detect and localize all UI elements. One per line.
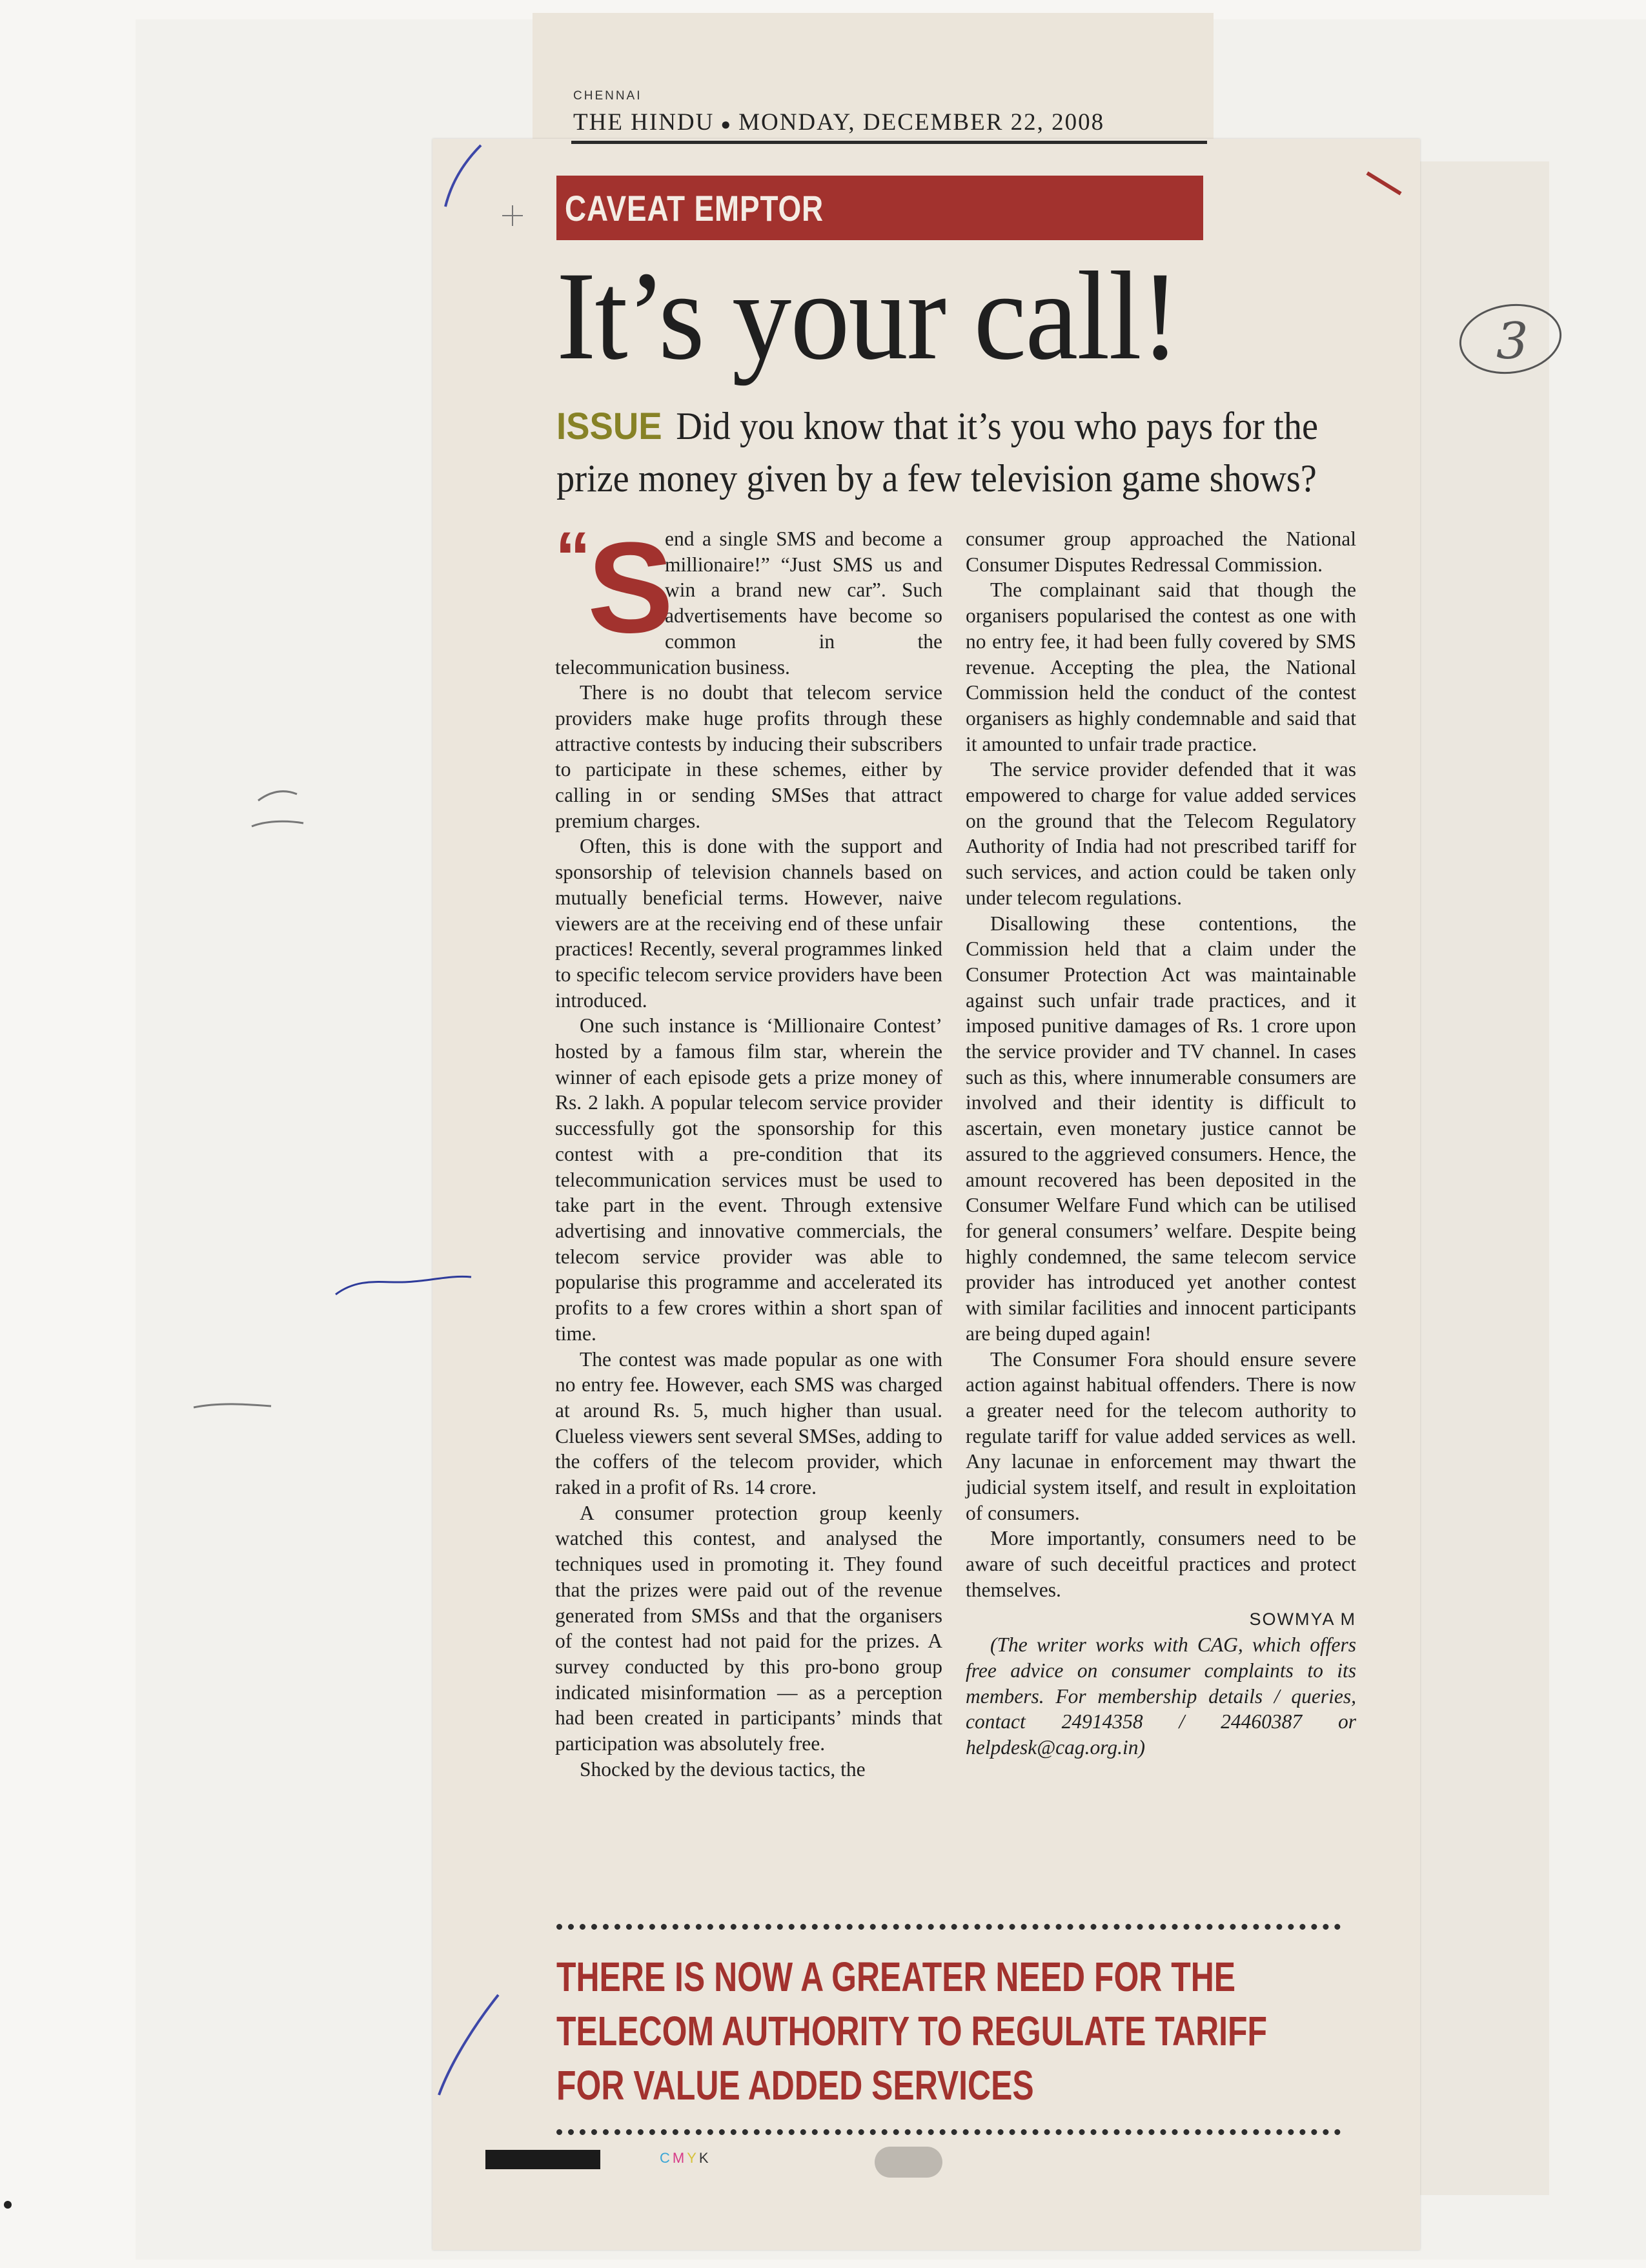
paragraph: One such instance is ‘Millionaire Contest’ hosted by a famous film star, wherein the winner of each episode gets a prize money of Rs. 2 lakh. A popular telecom service provider successfully got the sponsorship for this contest with a pre-condition that its telecommunication services must be used to take part in the event. Through extensive advertising and innovative commercials, the telecom service provider was able to popularise this programme and accelerated its profits to a few crores within a short span of time.	[555, 1014, 942, 1345]
headline: It’s your call!	[556, 246, 1179, 386]
pullquote-line: TELECOM AUTHORITY TO REGULATE TARIFF	[556, 2008, 1267, 2054]
author-note: (The writer works with CAG, which offers free advice on consumer complaints to its members. For membership details / queries, contact 24914358 / 24460387 or helpdesk@cag.org.in)	[966, 1633, 1356, 1759]
pullquote-line: FOR VALUE ADDED SERVICES	[556, 2062, 1034, 2109]
red-mark-icon	[1367, 173, 1401, 194]
deck-text: Did you know that it’s you who pays for the prize money given by a few television game shows?	[556, 405, 1318, 500]
section-label: CAVEAT EMPTOR	[565, 188, 824, 229]
pencil-mark-icon	[252, 792, 303, 826]
circled-number: 3	[1496, 312, 1529, 371]
paragraph: The complainant said that though the organisers popularised the contest as one with no entry fee, it had been fully covered by SMS revenue. Accepting the plea, the National Commission held the conduct of the contest organisers as highly condemnable and said that it amounted to unfair trade practice.	[966, 578, 1356, 755]
paragraph: A consumer protection group keenly watched this contest, and analysed the techniques used in promoting it. They found that the prizes were paid out of the revenue generated from SMSs and that the organisers of the contest had not paid for the prizes. A survey conducted by this pro-bono group indicated misinformation — as a perception had been created in participants’ minds that participation was absolutely free.	[555, 1501, 942, 1755]
paragraph: The contest was made popular as one with no entry fee. However, each SMS was charged at around Rs. 5, much higher than usual. Clueless viewers sent several SMSes, adding to the coffers of the telecom provider, which raked in a profit of Rs. 14 crore.	[555, 1347, 942, 1499]
cmyk-m: M	[672, 2150, 687, 2166]
paper-name: THE HINDU	[573, 109, 715, 136]
pencil-mark-icon	[194, 1404, 271, 1407]
masthead-separator: ●	[720, 114, 733, 134]
cmyk-y: Y	[687, 2150, 699, 2166]
paragraph-continuation: consumer group approached the National Consumer Disputes Redressal Commission.	[966, 527, 1356, 576]
paragraph: There is no doubt that telecom service providers make huge profits through these attractive contests by inducing their subscribers to participate in these schemes, either by calling in or sending SMSes that attract premium charges.	[555, 681, 942, 832]
cmyk-k: K	[698, 2150, 711, 2166]
pen-stroke-icon	[439, 1995, 498, 2095]
dropcap-letter: S	[587, 516, 674, 660]
edition-city: CHENNAI	[573, 89, 642, 103]
cmyk-c: C	[660, 2150, 673, 2166]
deck-tag: ISSUE	[556, 405, 662, 447]
lead-paragraph: end a single SMS and become a millionaire!” “Just SMS us and win a brand new car”. Such advertisements have become so common in the telecommunication business.	[555, 527, 942, 679]
pullquote-line: THERE IS NOW A GREATER NEED FOR THE	[556, 1954, 1236, 2000]
paragraph: The Consumer Fora should ensure severe action against habitual offenders. There is now a greater need for the telecom authority to regulate tariff for value added services as well. Any lacunae in enforcement may thwart the judicial system itself, and result in exploitation of consumers.	[966, 1347, 1356, 1524]
dropcap-quote: “	[555, 518, 591, 597]
pen-stroke-icon	[336, 1276, 471, 1294]
byline: SOWMYA M	[1249, 1609, 1356, 1629]
dot-mark-icon	[4, 2201, 12, 2209]
paragraph: Shocked by the devious tactics, the	[580, 1757, 866, 1781]
pen-stroke-icon	[445, 145, 481, 207]
issue-date: MONDAY, DECEMBER 22, 2008	[738, 109, 1105, 136]
paragraph: More importantly, consumers need to be aware of such deceitful practices and protect themselves.	[966, 1527, 1356, 1601]
paragraph: Disallowing these contentions, the Commission held that a claim under the Consumer Protection Act was maintainable against such unfair trade practices, and it imposed punitive damages of Rs. 1 crore upon the service provider and TV channel. In cases such as this, where innumerable consumers are involved and their identity is difficult to ascertain, even monetary justice cannot be assured to the aggrieved consumers. Hence, the amount recovered has been deposited in the Consumer Welfare Fund which can be utilised for general consumers’ welfare. Despite being highly condemned, the same telecom service provider has introduced yet another contest with similar facilities and innocent participants are being duped again!	[966, 912, 1356, 1345]
paragraph: The service provider defended that it was empowered to charge for value added services on the ground that the Telecom Regulatory Authority of India had not prescribed tariff for such services, and action could be taken only under telecom regulations.	[966, 758, 1356, 909]
paragraph: Often, this is done with the support and sponsorship of television channels based on mutually beneficial terms. However, naive viewers are at the receiving end of these unfair practices! Recently, several programmes linked to specific telecom service providers have been introduced.	[555, 835, 942, 1012]
